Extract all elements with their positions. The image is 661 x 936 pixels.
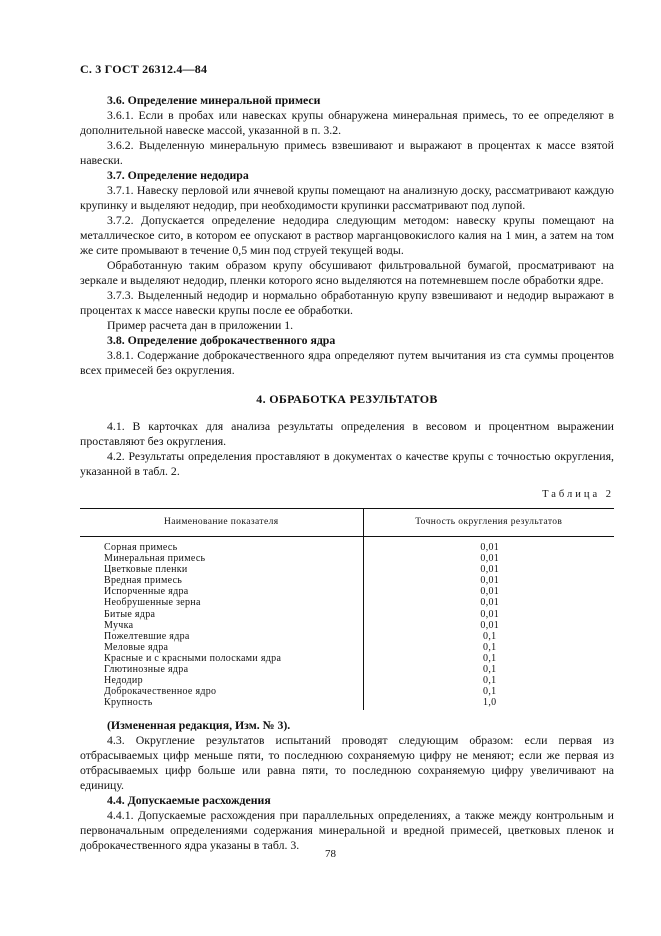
page-number: 78 [325, 848, 336, 860]
rounding-precision: 0,1 [483, 686, 497, 698]
table-row [80, 553, 614, 564]
section-4-title: 4. ОБРАБОТКА РЕЗУЛЬТАТОВ [256, 392, 438, 406]
paragraph-4-4-1: 4.4.1. Допускаемые расхождения при параллельных определениях, а также между контрольным и первоначальным определениями содержания минеральной и вредной примесей, цветковых пленок и доброкачественного ядра указаны в табл. 3. [80, 808, 614, 853]
table-row [80, 575, 614, 586]
rounding-precision: 1,0 [483, 697, 497, 709]
paragraph-4-3: 4.3. Округление результатов испытаний проводят следующим образом: если первая из отбрасываемых цифр меньше пяти, то последнюю сохраняемую цифру не меняют; если же первая из отбрасываемых цифр больше или равна пяти, то последнюю сохраняемую цифру увеличивают на единицу. [80, 733, 614, 793]
section-3-7-title: 3.7. Определение недодира [107, 168, 249, 182]
document-body [80, 93, 614, 853]
table-row [80, 620, 614, 631]
paragraph-3-8-1: 3.8.1. Содержание доброкачественного ядра определяют путем вычитания из ста суммы процентов всех примесей без округления. [80, 348, 614, 377]
rounding-precision: 0,1 [483, 664, 497, 676]
rounding-table [80, 508, 614, 710]
rounding-precision: 0,01 [480, 608, 500, 620]
amendment-note: (Измененная редакция, Изм. № 3). [107, 718, 291, 733]
section-3-8-title: 3.8. Определение доброкачественного ядра [107, 333, 336, 347]
indicator-name: Крупность [80, 697, 363, 710]
table-header-indicator: Наименование показателя [80, 509, 363, 537]
table-row [80, 537, 614, 554]
paragraph-4-2: 4.2. Результаты определения проставляют в документах о качестве крупы с точностью округления, указанной в табл. 2. [80, 449, 614, 478]
indicator-name: Испорченные ядра [80, 586, 363, 597]
paragraph-3-7-2-cont: Обработанную таким образом крупу обсушивают фильтровальной бумагой, просматривают на зеркале и выделяют недодир, пленки которого ясно выделяются на потемневшем после обработки ядре. [80, 258, 614, 287]
rounding-precision: 0,01 [480, 597, 500, 609]
table-body [80, 537, 614, 711]
indicator-name: Минеральная примесь [80, 553, 363, 564]
indicator-name: Необрушенные зерна [80, 597, 363, 608]
section-3-6-title: 3.6. Определение минеральной примеси [107, 93, 321, 107]
rounding-precision: 0,1 [483, 675, 497, 687]
table-row [80, 697, 614, 710]
rounding-precision: 0,1 [483, 641, 497, 653]
indicator-name: Недодир [80, 675, 363, 686]
table-row [80, 586, 614, 597]
table-caption: Таблица 2 [542, 489, 614, 500]
paragraph-3-7-1: 3.7.1. Навеску перловой или ячневой крупы помещают на анализную доску, рассматривают каждую крупинку и выделяют недодир, при необходимости крупинки рассматривают под лупой. [80, 183, 614, 212]
indicator-name: Битые ядра [80, 609, 363, 620]
indicator-name: Красные и с красными полосками ядра [80, 653, 363, 664]
indicator-name: Доброкачественное ядро [80, 686, 363, 697]
table-row [80, 664, 614, 675]
indicator-name: Сорная примесь [80, 537, 363, 554]
section-4-4-title: 4.4. Допускаемые расхождения [107, 793, 271, 808]
paragraph-example: Пример расчета дан в приложении 1. [107, 318, 294, 332]
table-row [80, 642, 614, 653]
paragraph-4-1: 4.1. В карточках для анализа результаты определения в весовом и процентном выражении проставляют без округления. [80, 419, 614, 448]
page-header: С. 3 ГОСТ 26312.4—84 [80, 62, 208, 76]
table-row [80, 609, 614, 620]
table-row [80, 597, 614, 608]
paragraph-3-7-2: 3.7.2. Допускается определение недодира следующим методом: навеску крупы помещают на металлическое сито, в котором ее опускают в раствор марганцовокислого калия на 1 мин, а затем на том же сите промывают в течение 0,5 мин под струей текущей воды. [80, 213, 614, 257]
table-row [80, 564, 614, 575]
table-row [80, 653, 614, 664]
indicator-name: Глютинозные ядра [80, 664, 363, 675]
rounding-precision: 0,01 [480, 619, 500, 631]
indicator-name: Цветковые пленки [80, 564, 363, 575]
rounding-precision: 0,01 [480, 586, 500, 598]
indicator-name: Меловые ядра [80, 642, 363, 653]
rounding-precision: 0,1 [483, 630, 497, 642]
rounding-precision: 0,01 [480, 542, 500, 553]
rounding-precision: 0,01 [480, 553, 500, 565]
paragraph-3-6-1: 3.6.1. Если в пробах или навесках крупы обнаружена минеральная примесь, то ее определяют в дополнительной навеске массой, указанной в п. 3.2. [80, 108, 614, 137]
table-row [80, 631, 614, 642]
table-header-precision: Точность округления результатов [363, 509, 614, 537]
table-row [80, 675, 614, 686]
paragraph-3-6-2: 3.6.2. Выделенную минеральную примесь взвешивают и выражают в процентах к массе взятой навески. [80, 138, 614, 167]
rounding-precision: 0,01 [480, 575, 500, 587]
rounding-precision: 0,1 [483, 652, 497, 664]
indicator-name: Пожелтевшие ядра [80, 631, 363, 642]
indicator-name: Мучка [80, 620, 363, 631]
paragraph-3-7-3: 3.7.3. Выделенный недодир и нормально обработанную крупу взвешивают и недодир выражают в процентах к массе навески крупы после ее обработки. [80, 288, 614, 317]
table-row [80, 686, 614, 697]
rounding-precision: 0,01 [480, 564, 500, 576]
indicator-name: Вредная примесь [80, 575, 363, 586]
